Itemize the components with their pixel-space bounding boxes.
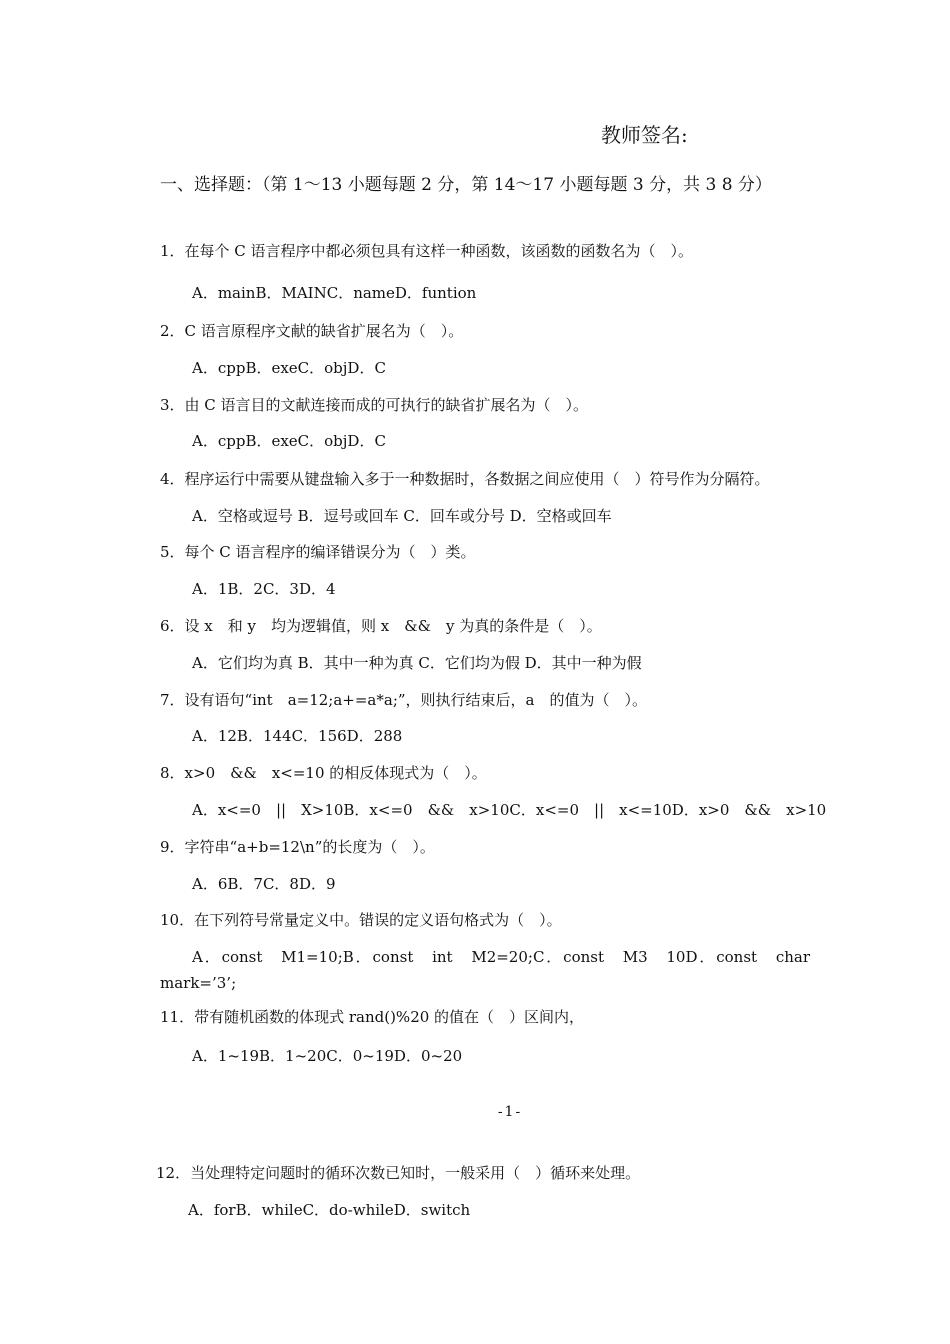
question-1: 1．在每个 C 语言程序中都必须包具有这样一种函数，该函数的函数名为（ ）。 (160, 242, 694, 260)
question-10: 10．在下列符号常量定义中。错误的定义语句格式为（ ）。 (160, 911, 562, 929)
page-number: -1- (497, 1104, 523, 1120)
question-7: 7．设有语句“int a=12;a+=a*a;”，则执行结束后，a 的值为（ ）。 (160, 691, 647, 709)
question-8-options: A．x<=0 || X>10B．x<=0 && x>10C．x<=0 || x<=10D．x>0 && x>10 (192, 801, 827, 819)
question-2: 2．C 语言原程序文献的缺省扩展名为（ ）。 (160, 322, 464, 340)
question-6-options: A．它们均为真 B．其中一种为真 C．它们均为假 D．其中一种为假 (192, 654, 642, 672)
question-4: 4．程序运行中需要从键盘输入多于一种数据时，各数据之间应使用（ ）符号作为分隔符。 (160, 470, 770, 488)
question-8: 8．x>0 && x<=10 的相反体现式为（ ）。 (160, 764, 487, 782)
question-4-options: A．空格或逗号 B．逗号或回车 C．回车或分号 D．空格或回车 (192, 507, 612, 525)
teacher-signature-label: 教师签名: (601, 123, 688, 147)
question-5: 5．每个 C 语言程序的编译错误分为（ ）类。 (160, 543, 476, 561)
question-11-options: A．1~19B．1~20C．0~19D．0~20 (192, 1047, 463, 1065)
question-12: 12．当处理特定问题时的循环次数已知时，一般采用（ ）循环来处理。 (156, 1164, 641, 1182)
question-5-options: A．1B．2C．3D．4 (192, 580, 336, 598)
question-6: 6．设 x 和 y 均为逻辑值，则 x && y 为真的条件是（ ）。 (160, 617, 602, 635)
question-10-options: A．const M1=10;B．const int M2=20;C．const M3 10D．const char mark=’3’; (160, 948, 810, 992)
question-11: 11．带有随机函数的体现式 rand()%20 的值在（ ）区间内， (160, 1008, 585, 1026)
section-heading: 一、选择题：（第 1～13 小题每题 2 分，第 14～17 小题每题 3 分，共 3 8 分） (160, 175, 772, 195)
question-9: 9．字符串“a+b=12\n”的长度为（ ）。 (160, 838, 435, 856)
question-3: 3．由 C 语言目的文献连接而成的可执行的缺省扩展名为（ ）。 (160, 396, 589, 414)
question-12-options: A．forB．whileC．do-whileD．switch (188, 1201, 471, 1219)
question-2-options: A．cppB．exeC．objD．C (192, 359, 386, 377)
question-7-options: A．12B．144C．156D．288 (192, 727, 403, 745)
question-3-options: A．cppB．exeC．objD．C (192, 432, 386, 450)
question-9-options: A．6B．7C．8D．9 (192, 875, 336, 893)
question-1-options: A．mainB．MAINC．nameD．funtion (192, 284, 477, 302)
